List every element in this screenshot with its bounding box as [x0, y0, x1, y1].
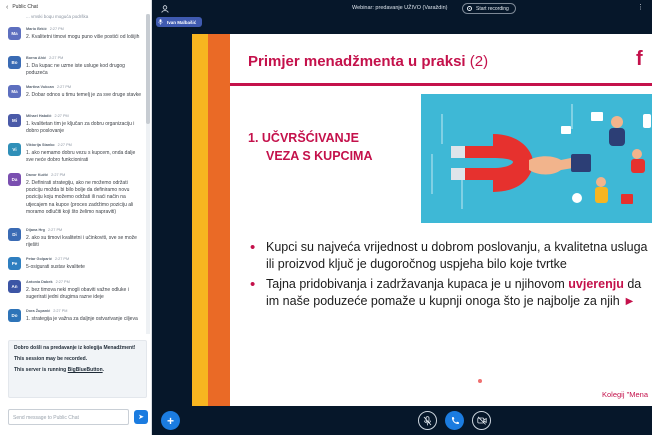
server-notice — [14, 367, 141, 374]
sender-name: Dijana Hrg — [26, 228, 45, 232]
more-options-icon[interactable]: ⋮ — [637, 4, 644, 11]
message-text: 1. strategija je važna za daljnje ostvarivanje ciljeva — [26, 316, 138, 322]
message-meta — [26, 143, 72, 147]
chevron-left-icon[interactable]: ‹ — [6, 3, 9, 11]
avatar: Do — [8, 309, 21, 322]
avatar: An — [8, 280, 21, 293]
avatar: Vi — [8, 143, 21, 156]
message-meta — [26, 173, 65, 177]
emphasized-word: uvjerenju — [568, 277, 624, 291]
public-chat-panel — [0, 0, 152, 435]
chat-message-input[interactable]: Send message to Public Chat — [8, 409, 129, 425]
slide-yellow-stripe — [192, 34, 208, 406]
slide-heading — [248, 129, 418, 165]
message-text: 2. Dobar odnos u timu temelj je za sve druge stavke — [26, 92, 142, 98]
sender-name: Viktorija Stanko — [26, 143, 55, 147]
avatar: Ma — [8, 85, 21, 98]
recording-notice: This session may be recorded. — [14, 356, 88, 362]
slide-bullets — [248, 239, 652, 313]
bullet-item — [248, 276, 652, 310]
arrow-right-icon: ► — [623, 294, 636, 308]
slide-footer: Kolegij "Mena — [602, 390, 649, 399]
sender-name: Borna Ahić — [26, 56, 47, 60]
sender-name: Dora Županić — [26, 309, 51, 313]
plus-icon: + — [166, 413, 174, 428]
pointer-dot — [478, 379, 482, 383]
message-meta — [26, 257, 69, 261]
message-text: 1. kvalitetan tim je ključan za dobru organizaciju i dobro poslovanje — [26, 121, 135, 135]
send-button[interactable] — [134, 410, 148, 424]
phone-icon — [450, 416, 460, 426]
share-webcam-button[interactable] — [472, 411, 491, 430]
clipped-message-text: ... vmski boqu moguća podrška — [26, 14, 89, 19]
slide-title-rule — [230, 83, 652, 86]
message-time: 2:27 PM — [53, 309, 68, 313]
message-meta — [26, 309, 67, 313]
camera-off-icon — [477, 416, 487, 425]
bigbluebutton-link[interactable]: BigBlueButton — [67, 367, 103, 373]
record-icon — [467, 6, 472, 11]
mute-button[interactable] — [418, 411, 437, 430]
message-time: 2:27 PM — [54, 114, 69, 118]
bullet-item: • Kupci su najveća vrijednost u dobrom poslovanju, a kvalitetna usluga ili proizvod ključ je dugoročnog uspjeha bilo koje tvrtke — [248, 239, 652, 273]
avatar: Pe — [8, 257, 21, 270]
avatar: Da — [8, 173, 21, 186]
slide-title-text: Primjer menadžmenta u praksi — [248, 53, 466, 70]
message-time: 2:27 PM — [57, 143, 72, 147]
welcome-message — [8, 340, 147, 398]
message-meta — [26, 85, 71, 89]
customer-magnet-illustration — [421, 94, 652, 223]
bullet-text: Tajna pridobivanja i zadržavanja kupaca je u njihovom — [266, 277, 569, 291]
avatar: Ma — [8, 27, 21, 40]
welcome-line: Dobro došli na predavanje iz kolegija Menadžment! — [14, 345, 136, 351]
slide-orange-stripe — [208, 34, 230, 406]
message-meta — [26, 228, 62, 232]
start-recording-button[interactable] — [462, 3, 516, 14]
sender-name: Antonia Dabek — [26, 280, 53, 284]
message-time: 2:27 PM — [49, 56, 64, 60]
message-text: 2. ako su timovi kvalitetni i učinkoviti, sve se može riješiti — [26, 235, 137, 249]
avatar: Di — [8, 228, 21, 241]
message-time: 2:27 PM — [54, 257, 70, 261]
microphone-muted-icon — [423, 416, 432, 426]
server-notice-suffix: . — [102, 367, 105, 373]
sender-name: Davor Kučić — [26, 173, 49, 177]
message-time: 2:27 PM — [48, 228, 63, 232]
slide-title — [248, 53, 488, 70]
avatar: Bo — [8, 56, 21, 69]
message-text: 5-osigurati sustav kvalitete — [26, 264, 85, 270]
heading-line-2: VEZA S KUPCIMA — [266, 149, 373, 163]
avatar: Mi — [8, 114, 21, 127]
chat-header[interactable] — [0, 0, 152, 14]
sender-name: Martina Vukcan — [26, 85, 54, 89]
message-time: 2:27 PM — [51, 173, 66, 177]
message-text: 2. bez timova neki mogli obaviti važne odluke i sugerirati jedni drugima razne ideje — [26, 287, 129, 301]
user-list-icon[interactable] — [161, 5, 169, 13]
actions-plus-button[interactable] — [161, 411, 180, 430]
message-meta — [26, 56, 63, 60]
slide-title-number: (2) — [469, 53, 489, 70]
talking-indicator[interactable] — [156, 17, 202, 27]
bullet-text: da im naše poduzeće pomaže u kupnji onoga što je najbolje za njih — [266, 277, 642, 308]
chat-title: Public Chat — [12, 4, 38, 10]
message-text: 2. Kvalitetni timovi mogu puno više postići od lošijih — [26, 34, 140, 40]
server-notice-prefix: This server is running — [14, 367, 68, 373]
audio-button[interactable] — [445, 411, 464, 430]
message-meta — [26, 280, 70, 284]
message-time: 2:27 PM — [55, 280, 70, 284]
scrollbar-thumb[interactable] — [146, 14, 150, 124]
message-time: 2:27 PM — [49, 27, 64, 31]
record-label: Start recording — [476, 5, 509, 12]
message-time: 2:27 PM — [56, 85, 72, 89]
message-text: 1. ako nemamo dobru vezu s kupcem, onda dalje sve neće dobro funkcionirati — [26, 150, 136, 164]
presenter-name: Ivan Malbašić — [167, 19, 197, 25]
message-text: 2. Definirati strategiju, ako ne možemo održati poziciju možda bi bilo bolje da definiramo novu poziciju koju možemo održati ili naći način na utjecajem na kupce (proces zadržimo poziciju ali moramo odlučiti koji što želimo napraviti) — [26, 180, 134, 215]
top-bar — [152, 0, 652, 30]
message-text: 1. Da kupac ne uzme iste usluge kod drugog poduzeća — [26, 63, 125, 77]
message-meta — [26, 114, 69, 118]
meeting-title: Webinar: predavanje UŽIVO (Varaždin) — [352, 5, 448, 11]
sender-name: Mario Brkić — [26, 27, 47, 31]
sender-name: Petar Golparić — [26, 257, 52, 261]
microphone-icon — [158, 19, 163, 25]
chat-message-list[interactable] — [0, 14, 146, 334]
message-meta — [26, 27, 64, 31]
sender-name: Mihael Habdić — [26, 114, 52, 118]
chat-scrollbar[interactable] — [146, 14, 150, 334]
presentation-slide — [192, 34, 652, 406]
send-icon: ➤ — [138, 414, 144, 421]
foi-logo: f — [636, 48, 643, 70]
heading-line-1: 1. UČVRŠĆIVANJE — [248, 131, 359, 145]
